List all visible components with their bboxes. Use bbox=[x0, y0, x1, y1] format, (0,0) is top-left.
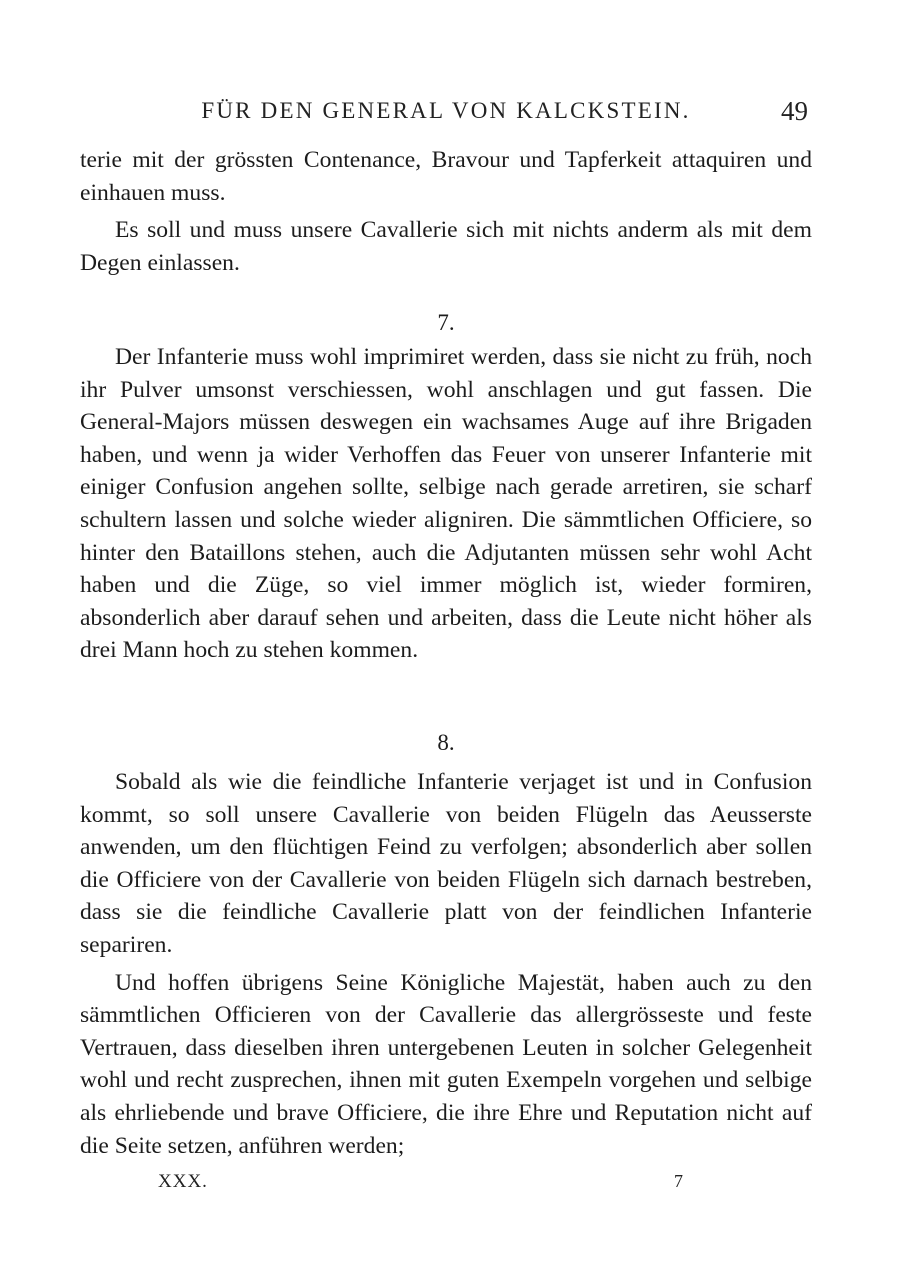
continuation-paragraph: terie mit der grössten Contenance, Bravour und Tapferkeit attaquiren und einhauen muss. bbox=[80, 147, 812, 206]
page-number: 49 bbox=[781, 96, 808, 126]
continuation-block bbox=[80, 144, 812, 279]
section-7-body bbox=[80, 341, 812, 667]
section-8-body bbox=[80, 766, 812, 1162]
section-8 bbox=[80, 728, 812, 758]
section-8-number: 8. bbox=[437, 730, 455, 755]
page-footer bbox=[80, 1171, 812, 1201]
running-head bbox=[80, 98, 812, 132]
sheet-number: 7 bbox=[674, 1171, 683, 1191]
volume-signature: XXX. bbox=[158, 1171, 208, 1192]
section-7 bbox=[80, 308, 812, 338]
section-7-number: 7. bbox=[437, 310, 455, 335]
section-7-paragraph: Der Infanterie muss wohl imprimiret werden, dass sie nicht zu früh, noch ihr Pulver umsonst verschiessen, wohl anschlagen und gut fassen. Die General-Majors müssen deswegen ein wachsames Auge auf ihre Brigaden haben, und wenn ja wider Verhoffen das Feuer von unserer Infanterie mit einiger Confusion angehen sollte, selbige nach gerade arretiren, sie scharf schultern lassen und solche wieder aligniren. Die sämmtlichen Officiere, so hinter den Bataillons stehen, auch die Adjutanten müssen sehr wohl Acht haben und die Züge, so viel immer möglich ist, wieder formiren, absonderlich aber darauf sehen und arbeiten, dass die Leute nicht höher als drei Mann hoch zu stehen kommen. bbox=[80, 344, 812, 664]
section-8-paragraph: Sobald als wie die feindliche Infanterie verjaget ist und in Confusion kommt, so soll unsere Cavallerie von beiden Flügeln das Aeusserste anwenden, um den flüchtigen Feind zu verfolgen; absonderlich aber sollen die Officiere von der Cavallerie von beiden Flügeln sich darnach bestreben, dass sie die feindliche Cavallerie platt von der feindlichen Infanterie separiren. bbox=[80, 769, 812, 958]
running-title: FÜR DEN GENERAL VON KALCKSTEIN. bbox=[201, 98, 691, 123]
cavalry-sword-paragraph: Es soll und muss unsere Cavallerie sich mit nichts anderm als mit dem Degen einlassen. bbox=[80, 217, 812, 276]
hope-paragraph: Und hoffen übrigens Seine Königliche Majestät, haben auch zu den sämmtlichen Officieren von der Cavallerie das allergrösseste und feste Vertrauen, dass dieselben ihren untergebenen Leuten in solcher Gelegenheit wohl und recht zusprechen, ihnen mit guten Exempeln vorgehen und selbige als ehrliebende und brave Officiere, die ihre Ehre und Reputation nicht auf die Seite setzen, anführen werden; bbox=[80, 969, 812, 1159]
